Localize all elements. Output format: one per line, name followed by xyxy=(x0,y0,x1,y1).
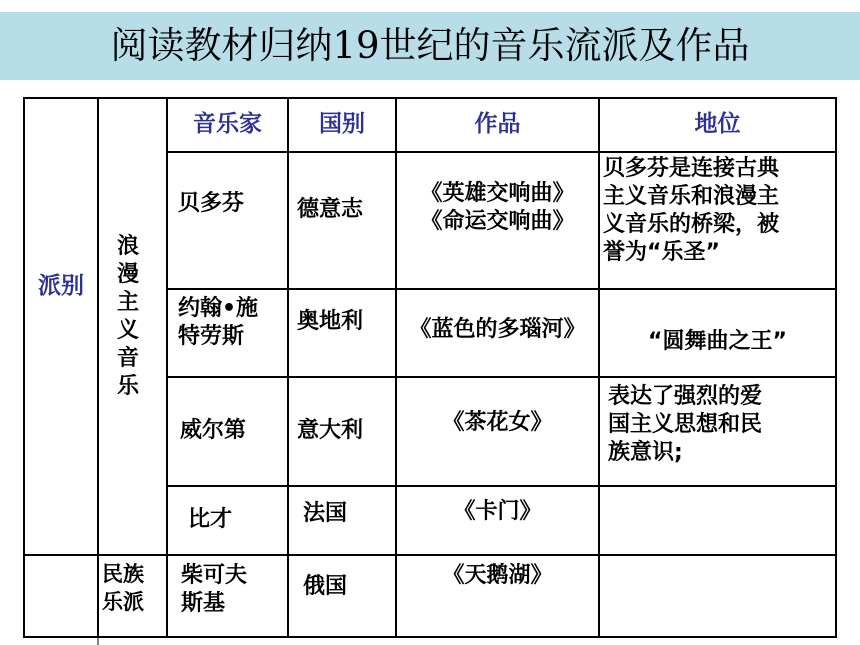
group-char: 乐 xyxy=(116,374,139,399)
group-char: 浪 xyxy=(116,234,139,259)
header-category: 派别 xyxy=(38,273,84,299)
group-char: 主 xyxy=(116,290,139,315)
works-row-2 xyxy=(396,316,599,344)
header-works: 作品 xyxy=(474,111,521,137)
works-row-5 xyxy=(396,562,599,590)
header-status: 地位 xyxy=(694,111,741,137)
country-france: 法国 xyxy=(303,501,348,526)
header-country: 国别 xyxy=(319,111,365,137)
status-line: 国主义思想和民 xyxy=(608,412,763,437)
country-austria: 奥地利 xyxy=(297,309,364,334)
group-char: 漫 xyxy=(116,262,139,287)
composer-line: 约翰•施 xyxy=(178,296,259,321)
header-composer: 音乐家 xyxy=(193,111,262,137)
work-carmen: 《卡门》 xyxy=(453,499,542,524)
composer-verdi: 威尔第 xyxy=(180,418,247,443)
work-la-traviata: 《茶花女》 xyxy=(442,410,553,435)
work-swan-lake: 《天鹅湖》 xyxy=(442,563,553,588)
group-char: 音 xyxy=(116,346,139,371)
status-line: 义音乐的桥梁，被 xyxy=(603,212,780,237)
works-row-3 xyxy=(396,409,599,437)
group-romanticism xyxy=(115,233,141,401)
status-line: 誉为“乐圣” xyxy=(603,240,720,265)
status-line: 主义音乐和浪漫主 xyxy=(603,184,780,209)
composer-tchaikovsky xyxy=(181,562,247,618)
country-germany: 德意志 xyxy=(297,197,364,222)
status-row-2 xyxy=(599,328,836,356)
status-line: “圆舞曲之王” xyxy=(648,329,787,354)
page-title: 阅读教材归纳19世纪的音乐流派及作品 xyxy=(110,24,750,67)
composer-strauss xyxy=(178,295,258,351)
composer-line: 特劳斯 xyxy=(178,324,245,349)
country-russia: 俄国 xyxy=(303,574,348,599)
status-line: 表达了强烈的爱 xyxy=(608,384,763,409)
composer-bizet: 比才 xyxy=(188,507,233,532)
work-eroica: 《英雄交响曲》 xyxy=(420,181,575,206)
works-row-4 xyxy=(396,498,599,526)
status-row-3 xyxy=(608,383,834,467)
composer-beethoven: 贝多芬 xyxy=(178,191,245,216)
status-line: 贝多芬是连接古典 xyxy=(603,156,780,181)
group-char: 义 xyxy=(116,318,139,343)
group-line: 民族 xyxy=(102,562,144,586)
work-fate: 《命运交响曲》 xyxy=(420,209,575,234)
works-row-1 xyxy=(396,180,599,236)
work-danube: 《蓝色的多瑙河》 xyxy=(409,317,586,342)
group-line: 乐派 xyxy=(102,590,144,614)
status-line: 族意识; xyxy=(608,440,683,465)
composer-line: 柴可夫 xyxy=(181,563,248,588)
status-row-1 xyxy=(603,155,837,267)
composer-line: 斯基 xyxy=(181,591,226,616)
group-national-school xyxy=(102,560,166,616)
country-italy: 意大利 xyxy=(297,418,364,443)
